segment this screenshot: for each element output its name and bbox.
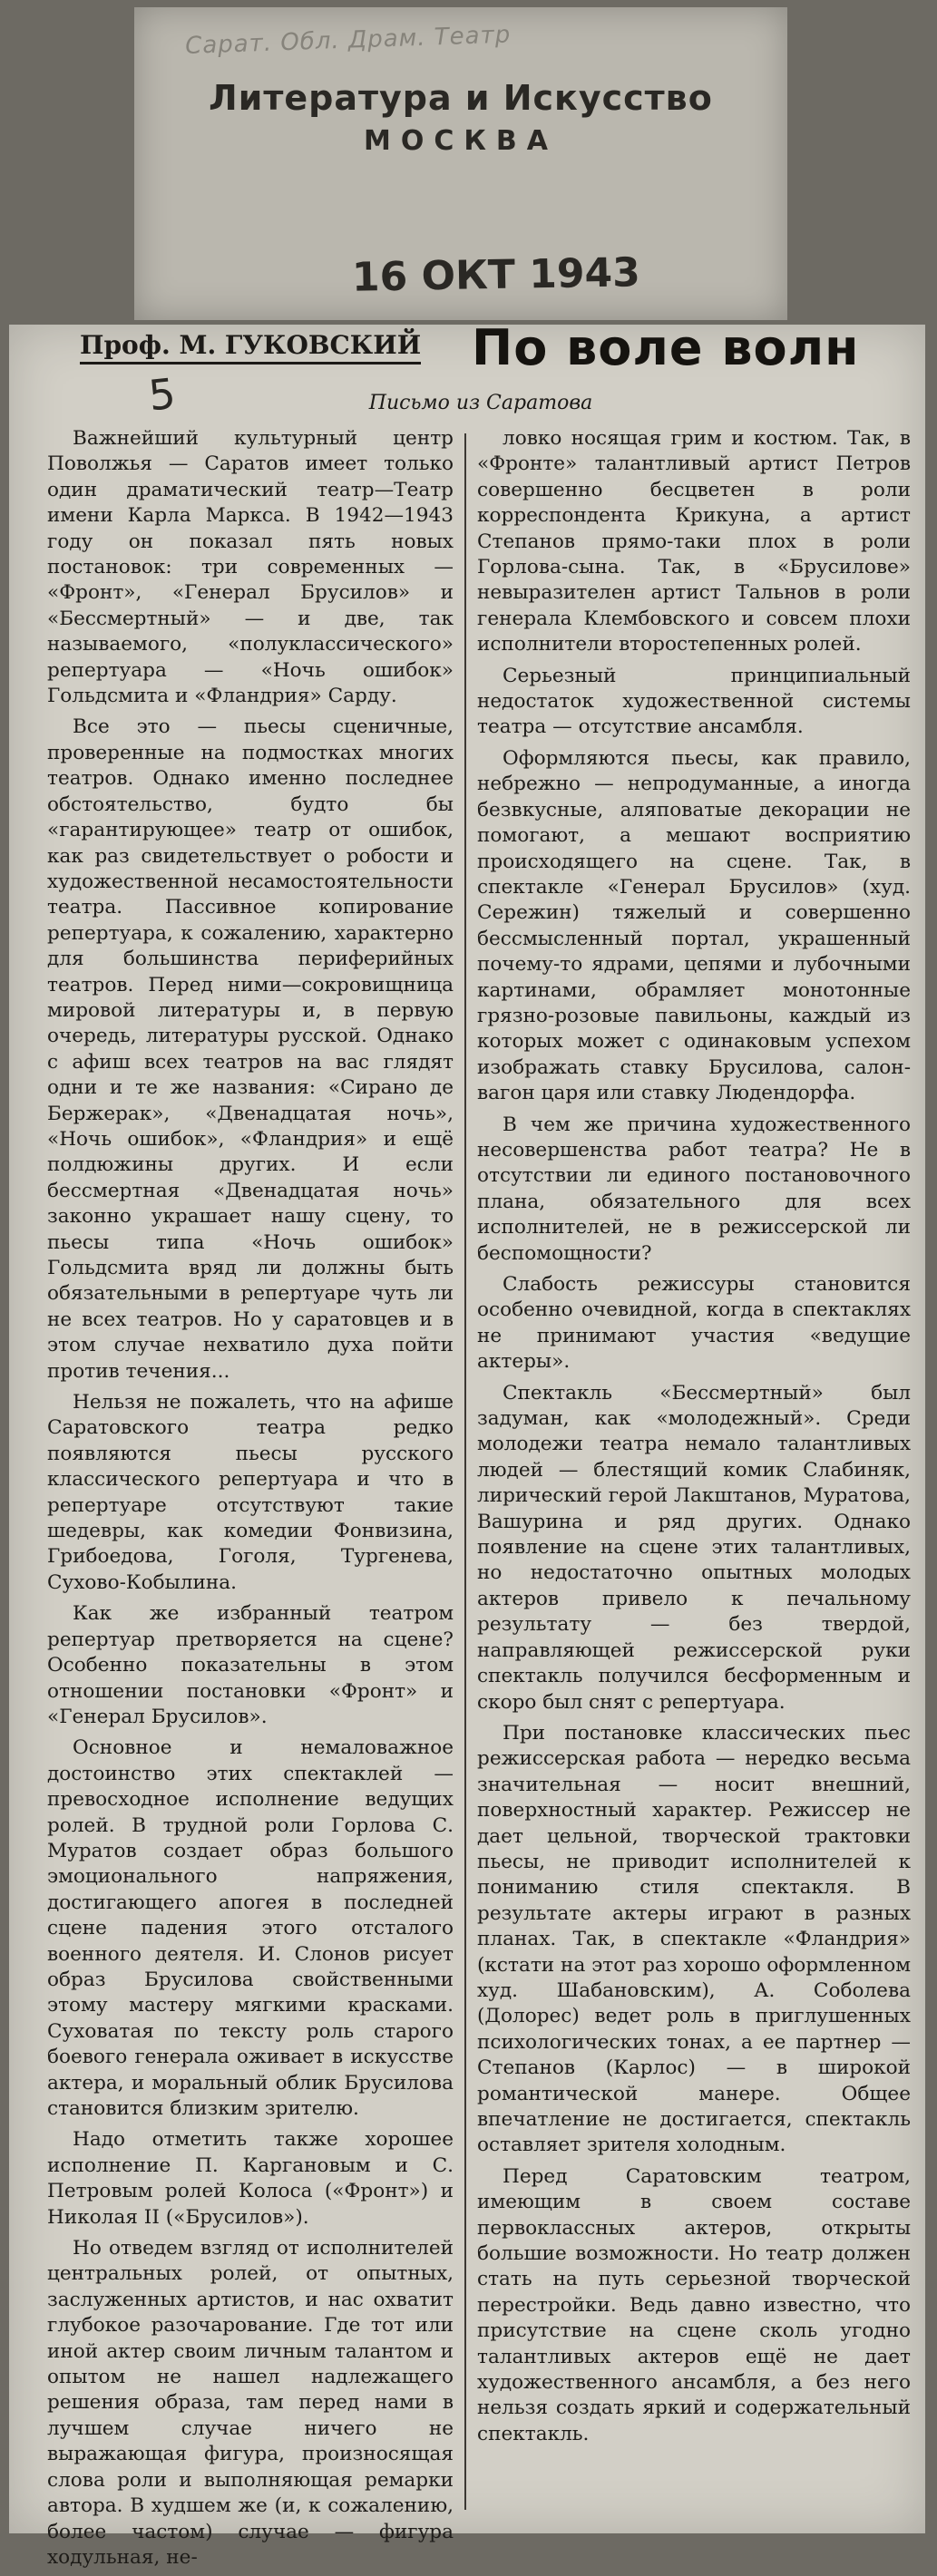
- clipping-stamp-card: [134, 7, 787, 320]
- article-paragraph: Серьезный принципиальный недостаток художественной системы театра — отсутствие ансамбля.: [477, 664, 911, 739]
- article-paragraph: Как же избранный театром репертуар претворяется на сцене? Особенно показательны в этом отношении постановки «Фронт» и «Генерал Брусилов».: [47, 1602, 454, 1728]
- article-headline: По воле волн: [472, 319, 860, 376]
- article-paragraph: Надо отметить также хорошее исполнение П. Каргановым и С. Петровым ролей Колоса («Фронт») и Николая II («Брусилов»).: [47, 2128, 454, 2229]
- column-divider: [464, 433, 466, 2510]
- article-author: Проф. М. ГУКОВСКИЙ: [80, 330, 421, 365]
- article-subtitle: Письмо из Саратова: [368, 392, 593, 414]
- article-column-left: [47, 426, 454, 2576]
- handwritten-number: 5: [146, 368, 179, 421]
- stamp-date: 16 ОКТ 1943: [351, 249, 641, 301]
- article-paragraph: В чем же причина художественного несовершенства работ театра? Не в отсутствии ли единого постановочного плана, обязательного для всех исполнителей, не в режиссерской ли беспомощности?: [477, 1113, 911, 1265]
- handwritten-note: Сарат. Обл. Драм. Театр: [184, 21, 512, 60]
- article-paragraph: Оформляются пьесы, как правило, небрежно — непродуманные, а иногда безвкусные, аляповатые декорации не помогают, а мешают восприятию происходящего на сцене. Так, в спектакле «Генерал Брусилов» (худ. Сережин) тяжелый и совершенно бессмысленный портал, украшенный почему-то ядрами, цепями и лубочными картинами, обрамляет монотонные грязно-розовые павильоны, каждый из которых может с одинаковым успехом изображать ставку Брусилова, салон-вагон царя или ставку Людендорфа.: [477, 746, 911, 1105]
- article-paragraph: Нельзя не пожалеть, что на афише Саратовского театра редко появляются пьесы русского классического репертуара и что в репертуаре отсутствуют такие шедевры, как комедии Фонвизина, Грибоедова, Гоголя, Тургенева, Сухово-Кобылина.: [47, 1391, 454, 1594]
- article-paragraph: Основное и немаловажное достоинство этих спектаклей — превосходное исполнение ведущих ролей. В трудной роли Горлова С. Муратов создает образ большого эмоционального напряжения, достигающего апогея в последней сцене падения этого отсталого военного деятеля. И. Слонов рисует образ Брусилова свойственными этому мастеру мягкими красками. Суховатая по тексту роль старого боевого генерала оживает в искусстве актера, и моральный облик Брусилова становится близким зрителю.: [47, 1736, 454, 2120]
- article-paragraph: При постановке классических пьес режиссерская работа — нередко весьма значительная — носит внешний, поверхностный характер. Режиссер не дает цельной, творческой трактовки пьесы, не приводит исполнителей к пониманию стиля спектакля. В результате актеры играют в разных планах. Так, в спектакле «Фландрия» (кстати на этот раз хорошо оформленном худ. Шабановским), А. Соболева (Долорес) ведет роль в приглушенных психологических тонах, а ее партнер — Степанов (Карлос) — в широкой романтической манере. Общее впечатление не достигается, спектакль оставляет зрителя холодным.: [477, 1721, 911, 2157]
- article-paragraph: Слабость режиссуры становится особенно очевидной, когда в спектаклях не принимают участия «ведущие актеры».: [477, 1273, 911, 1374]
- article-paragraph: Перед Саратовским театром, имеющим в своем составе первоклассных актеров, открыты большие возможности. Но театр должен стать на путь серьезной творческой перестройки. Ведь давно известно, что присутствие на сцене сколь угодно талантливых актеров ещё не дает художественного ансамбля, а без него нельзя создать яркий и содержательный спектакль.: [477, 2164, 911, 2445]
- article-paragraph: Важнейший культурный центр Поволжья — Саратов имеет только один драматический театр—Театр имени Карла Маркса. В 1942—1943 году он показал пять новых постановок: три современных — «Фронт», «Генерал Брусилов» и «Бессмертный» — и две, так называемого, «полуклассического» репертуара — «Ночь ошибок» Гольдсмита и «Фландрия» Сарду.: [47, 427, 454, 708]
- article-paragraph: ловко носящая грим и костюм. Так, в «Фронте» талантливый артист Петров совершенно бесцветен в роли корреспондента Крикуна, а артист Степанов прямо-таки плох в роли Горлова-сына. Так, в «Брусилове» невыразителен артист Тальнов в роли генерала Клембовского и совсем плохи исполнители второстепенных ролей.: [477, 427, 911, 656]
- article-paragraph: Спектакль «Бессмертный» был задуман, как «молодежный». Среди молодежи театра немало талантливых людей — блестящий комик Слабиняк, лирический герой Лакштанов, Муратова, Вашурина и ряд других. Однако появление на сцене этих талантливых, но недостаточно опытных молодых актеров привело к печальному результату — без твердой, направляющей режиссерской руки спектакль получился бесформенным и скоро был снят с репертуара.: [477, 1381, 911, 1714]
- article-paragraph: Все это — пьесы сценичные, проверенные на подмостках многих театров. Однако именно последнее обстоятельство, будто бы «гарантирующее» театр от ошибок, как раз свидетельствует о робости и художественной несамостоятельности театра. Пассивное копирование репертуара, к сожалению, характерно для большинства периферийных театров. Перед ними—сокровищница мировой литературы и, в первую очередь, литературы русской. Однако с афиш всех театров на вас глядят одни и те же названия: «Сирано де Бержерак», «Двенадцатая ночь», «Ночь ошибок», «Фландрия» и ещё полдюжины других. И если бессмертная «Двенадцатая ночь» законно украшает нашу сцену, то пьесы типа «Ночь ошибок» Гольдсмита вряд ли должны быть обязательными в репертуаре чуть ли не всех театров. Но у саратовцев и в этом случае нехватило духа пойти против течения...: [47, 715, 454, 1383]
- stamp-publication-title: Литература и Искусство: [209, 78, 713, 118]
- article-paragraph: Но отведем взгляд от исполнителей центральных ролей, от опытных, заслуженных артистов, и нас охватит глубокое разочарование. Где тот или иной актер своим личным талантом и опытом не нашел надлежащего решения образа, там перед нами в лучшем случае ничего не выражающая фигура, произносящая слова роли и выполняющая ремарки автора. В худшем же (и, к сожалению, более частом) случае — фигура ходульная, не-: [47, 2237, 454, 2569]
- stamp-city: МОСКВА: [364, 125, 558, 157]
- article-column-right: [477, 426, 911, 2453]
